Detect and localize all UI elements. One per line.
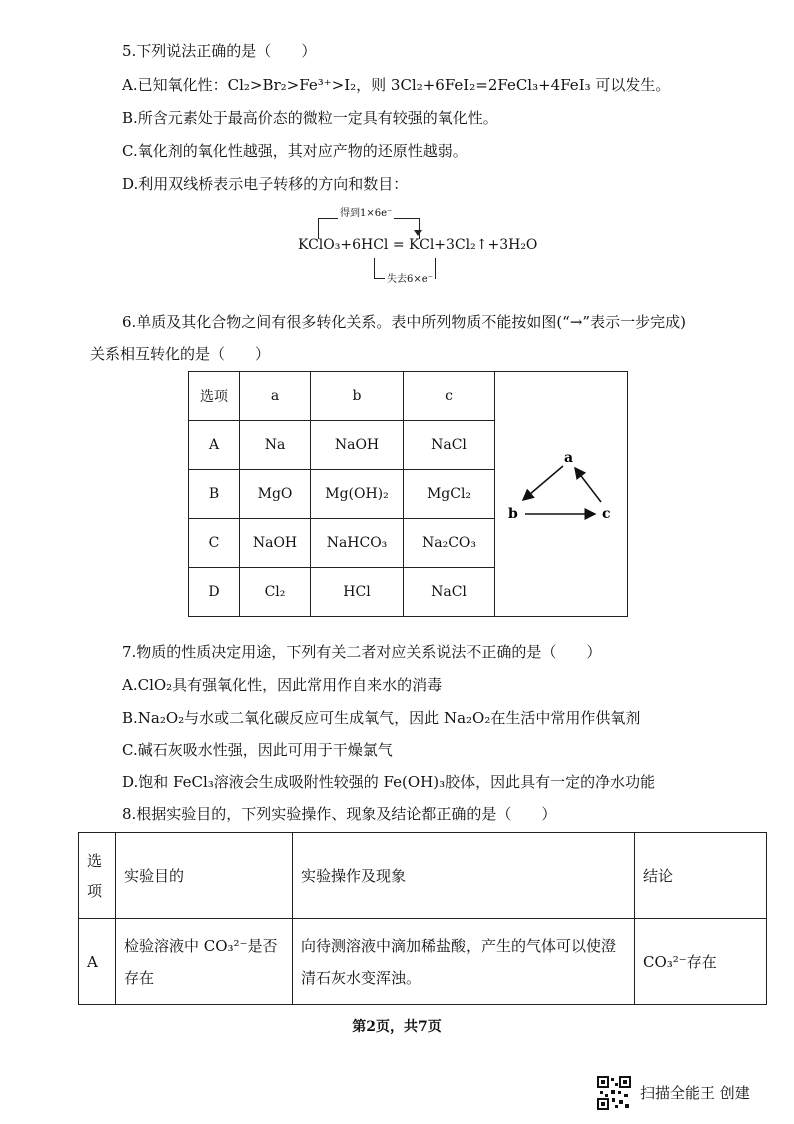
q5-option-d: D.利用双线桥表示电子转移的方向和数目： [122,175,409,193]
node-b: b [508,506,518,522]
table-cell: Na₂CO₃ [404,519,495,568]
node-a: a [564,450,574,466]
q7-option-c: C.碱石灰吸水性强，因此可用于干燥氯气 [122,741,393,759]
table-cell: A [189,421,240,470]
table-cell: NaHCO₃ [311,519,404,568]
table-cell: HCl [311,568,404,617]
q8-table [78,832,767,1005]
q5-option-c: C.氧化剂的氧化性越强，其对应产物的还原性越弱。 [122,142,468,160]
table-cell: NaOH [240,519,311,568]
table-cell: 向待测溶液中滴加稀盐酸，产生的气体可以使澄清石灰水变浑浊。 [293,919,635,1005]
redox-equation: KClO₃+6HCl = KCl+3Cl₂↑+3H₂O [298,237,538,253]
table-header: 结论 [635,833,767,919]
table-header-row [189,372,628,421]
transform-diagram [495,372,628,617]
q6-stem-line2: 关系相互转化的是（ ） [90,345,271,363]
table-cell: CO₃²⁻存在 [635,919,767,1005]
q7-option-d: D.饱和 FeCl₃溶液会生成吸附性较强的 Fe(OH)₃胶体，因此具有一定的净水功能 [122,773,656,791]
table-header-row [79,833,767,919]
table-cell: NaCl [404,568,495,617]
table-cell: Mg(OH)₂ [311,470,404,519]
table-header: b [311,372,404,421]
table-cell: D [189,568,240,617]
table-header: 选 项 [79,833,116,919]
table-header: 实验目的 [116,833,293,919]
table-cell: Cl₂ [240,568,311,617]
table-cell: C [189,519,240,568]
page-footer: 第2页，共7页 [352,1019,442,1035]
table-row [79,919,767,1005]
electron-loss-label: 失去6×e⁻ [385,270,435,285]
table-cell: MgO [240,470,311,519]
table-cell: A [79,919,116,1005]
q6-table [188,371,628,617]
table-cell: Na [240,421,311,470]
table-cell: NaOH [311,421,404,470]
q5-option-b: B.所含元素处于最高价态的微粒一定具有较强的氧化性。 [122,109,498,127]
qr-code-icon [597,1076,631,1110]
node-c: c [602,506,611,522]
q5-option-a: A.已知氧化性：Cl₂>Br₂>Fe³⁺>I₂，则 3Cl₂+6FeI₂=2FeCl₃+4FeI₃ 可以发生。 [122,76,671,94]
electron-gain-bracket [318,218,420,239]
arrow-a-to-b [523,466,563,500]
scanner-watermark: 扫描全能王 创建 [640,1084,750,1102]
q6-stem-line1: 6.单质及其化合物之间有很多转化关系。表中所列物质不能按如图(“→”表示一步完成) [122,313,686,331]
q7-option-b: B.Na₂O₂与水或二氧化碳反应可生成氧气，因此 Na₂O₂在生活中常用作供氧剂 [122,709,641,727]
arrow-c-to-a [575,468,601,502]
table-cell: B [189,470,240,519]
table-header: 选项 [189,372,240,421]
gain-arrow-icon [414,230,422,236]
table-cell: 检验溶液中 CO₃²⁻是否存在 [116,919,293,1005]
q7-stem: 7.物质的性质决定用途，下列有关二者对应关系说法不正确的是（ ） [122,643,602,661]
table-header: a [240,372,311,421]
transform-diagram-svg [495,372,627,612]
table-cell: MgCl₂ [404,470,495,519]
electron-gain-label: 得到1×6e⁻ [338,204,394,219]
table-cell: NaCl [404,421,495,470]
table-header: 实验操作及现象 [293,833,635,919]
q7-option-a: A.ClO₂具有强氧化性，因此常用作自来水的消毒 [122,676,443,694]
q8-stem: 8.根据实验目的，下列实验操作、现象及结论都正确的是（ ） [122,805,557,823]
q5-stem: 5.下列说法正确的是（ ） [122,42,317,60]
table-header: c [404,372,495,421]
